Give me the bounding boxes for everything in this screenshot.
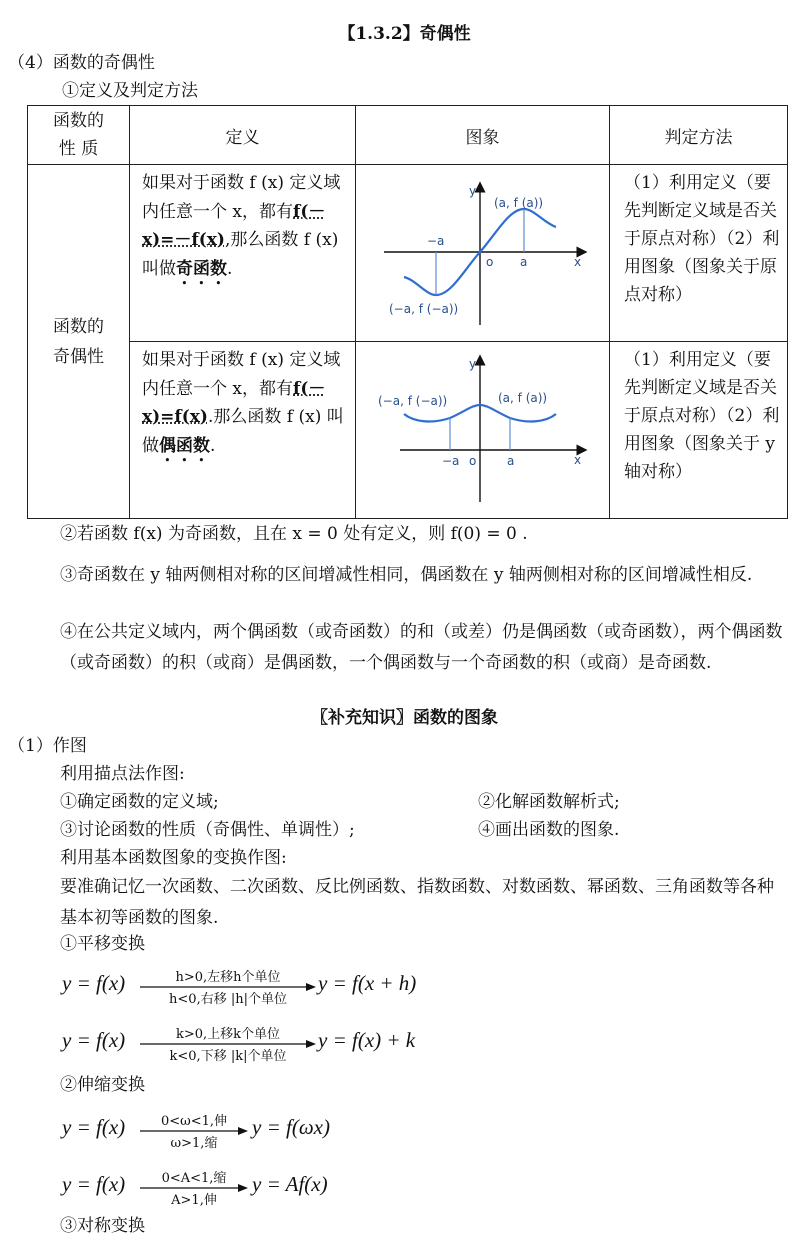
paragraph-sum-product: ④在公共定义域内，两个偶函数（或奇函数）的和（或差）仍是偶函数（或奇函数），两个偶函数（或奇函数）的积（或商）是偶函数，一个偶函数与一个奇函数的积（或商）是奇函数.: [60, 622, 783, 673]
table-row-odd: [28, 165, 788, 342]
page-title: 【1.3.2】奇偶性: [338, 24, 471, 44]
header-definition: 定义: [130, 106, 356, 165]
formula-rhs: y = f(x) + k: [318, 1028, 416, 1052]
arrow-condition-top: 0<A<1,缩: [161, 1171, 227, 1186]
arrow-condition-top: k>0,上移k个单位: [175, 1027, 281, 1042]
table-header-row: [28, 106, 788, 165]
even-definition: 如果对于函数 f (x) 定义域内任意一个 x，都有f(－x)=f(x).那么函数 f (x) 叫做偶函数.: [130, 342, 356, 519]
arrow-condition-bottom: k<0,下移 |k|个单位: [169, 1049, 287, 1064]
paragraph-monotonicity: ③奇函数在 y 轴两侧相对称的区间增减性相同，偶函数在 y 轴两侧相对称的区间增减性相反.: [60, 565, 753, 585]
graph-label: (−a, f (−a)): [378, 394, 448, 408]
graph-label: −a: [427, 234, 445, 248]
arrow-condition-bottom: A>1,伸: [171, 1193, 217, 1208]
arrow-condition-bottom: h<0,右移 |h|个单位: [169, 992, 287, 1007]
graph-label: (a, f (a)): [494, 196, 544, 210]
graph-label: x: [574, 453, 582, 467]
step-item: ②化解函数解析式;: [478, 792, 620, 812]
table-row-even: [28, 342, 788, 519]
odd-function-graph: [356, 165, 609, 336]
parity-table: [27, 105, 788, 519]
section-heading: （4）函数的奇偶性: [8, 53, 155, 73]
step-item: ④画出函数的图象.: [478, 820, 620, 840]
odd-graph-cell: [356, 165, 610, 342]
step-item: ③讨论函数的性质（奇偶性、单调性）;: [60, 820, 355, 840]
arrow-condition-bottom: ω>1,缩: [170, 1136, 218, 1151]
header-property: 函数的性 质: [28, 106, 130, 165]
odd-definition: 如果对于函数 f (x) 定义域内任意一个 x，都有f(－x)=－f(x),那么函数 f (x) 叫做奇函数.: [130, 165, 356, 342]
supplement-title: 〖补充知识〗函数的图象: [311, 708, 498, 728]
formula-rhs: y = f(ωx): [252, 1115, 330, 1139]
header-graph: 图象: [356, 106, 610, 165]
even-judgement: （1）利用定义（要先判断定义域是否关于原点对称）（2）利用图象（图象关于 y 轴对称）: [610, 342, 788, 519]
subsection-heading: ①定义及判定方法: [62, 81, 198, 101]
graph-label: x: [574, 255, 582, 269]
formula-lhs: y = f(x): [62, 1172, 126, 1196]
odd-judgement: （1）利用定义（要先判断定义域是否关于原点对称）（2）利用图象（图象关于原点对称）: [610, 165, 788, 342]
point-plotting-heading: 利用描点法作图:: [60, 764, 185, 784]
arrow-condition-top: h>0,左移h个单位: [175, 970, 281, 985]
formula-lhs: y = f(x): [62, 971, 126, 995]
graph-label: y: [469, 357, 477, 371]
header-judgement: 判定方法: [610, 106, 788, 165]
graph-label: o: [469, 454, 477, 468]
formula-rhs: y = Af(x): [252, 1172, 328, 1196]
graph-label: (−a, f (−a)): [389, 302, 459, 316]
scaling-heading: ②伸缩变换: [60, 1075, 145, 1095]
graph-label: o: [486, 255, 494, 269]
paragraph-odd-zero: ②若函数 f(x) 为奇函数，且在 x = 0 处有定义，则 f(0) = 0 .: [60, 524, 528, 544]
transform-heading: 利用基本函数图象的变换作图:: [60, 848, 287, 868]
formula-rhs: y = f(x + h): [318, 971, 417, 995]
graph-label: a: [520, 255, 528, 269]
formula-lhs: y = f(x): [62, 1115, 126, 1139]
graph-label: a: [507, 454, 515, 468]
formula-lhs: y = f(x): [62, 1028, 126, 1052]
even-function-graph: [356, 342, 609, 513]
translation-heading: ①平移变换: [60, 934, 145, 954]
graph-label: (a, f (a)): [498, 391, 548, 405]
row-type-cell: 函数的奇偶性: [28, 165, 130, 519]
symmetry-heading: ③对称变换: [60, 1216, 145, 1236]
even-graph-cell: [356, 342, 610, 519]
graph-label: y: [469, 184, 477, 198]
section-heading-drawing: （1）作图: [8, 736, 87, 756]
basic-functions-note: 要准确记忆一次函数、二次函数、反比例函数、指数函数、对数函数、幂函数、三角函数等各种基本初等函数的图象.: [60, 877, 774, 928]
step-item: ①确定函数的定义域;: [60, 792, 219, 812]
arrow-condition-top: 0<ω<1,伸: [160, 1114, 228, 1129]
graph-label: −a: [442, 454, 460, 468]
